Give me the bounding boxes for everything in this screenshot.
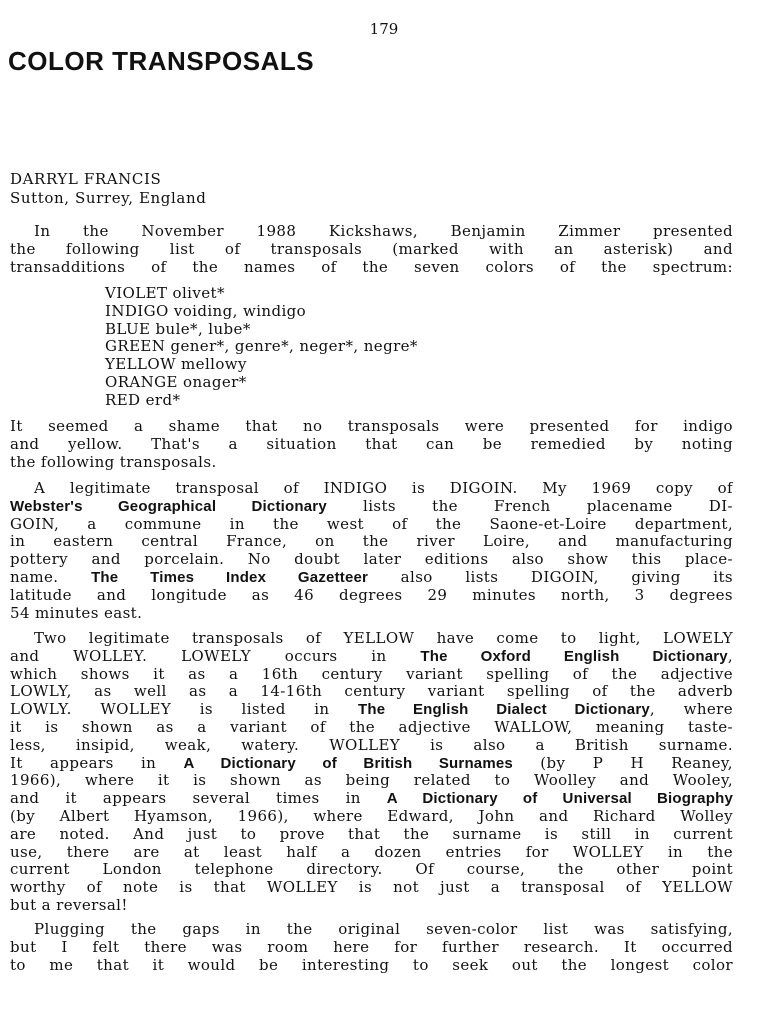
text-line: in eastern central France, on the river Loire, and manufacturing — [10, 533, 733, 551]
text-line: LOWLY, as well as a 14-16th century variant spelling of the adverb — [10, 683, 733, 701]
paragraph-yellow — [10, 630, 733, 915]
book-title: The English Dialect Dictionary — [358, 701, 650, 719]
book-title: A Dictionary of British Surnames — [183, 754, 513, 772]
text-fragment: lists the French placename DI- — [326, 497, 733, 515]
text-line: Two legitimate transposals of YELLOW have come to light, LOWELY — [34, 630, 733, 647]
article-title: COLOR TRANSPOSALS — [8, 46, 315, 76]
text-fragment: (by P H Reaney, — [512, 754, 733, 772]
text-fragment: LOWLY. WOLLEY is listed in — [10, 701, 358, 719]
text-line — [10, 790, 733, 808]
text-line: the following list of transposals (marked with an asterisk) and — [10, 240, 733, 258]
author-block — [10, 170, 206, 208]
text-line: are noted. And just to prove that the surname is still in current — [10, 825, 733, 843]
text-line: it is shown as a variant of the adjective WALLOW, meaning taste- — [10, 718, 733, 736]
list-item: VIOLET olivet* — [105, 284, 225, 302]
text-line: but a reversal! — [10, 896, 128, 914]
text-fragment: also lists DIGOIN, giving its — [368, 568, 733, 586]
text-line: current London telephone directory. Of course, the other point — [10, 861, 733, 879]
text-line: transadditions of the names of the seven colors of the spectrum: — [10, 258, 733, 276]
text-line: (by Albert Hyamson, 1966), where Edward, John and Richard Wolley — [10, 807, 733, 825]
text-line — [10, 498, 733, 516]
text-line: worthy of note is that WOLLEY is not just a transposal of YELLOW — [10, 879, 733, 897]
book-title: A Dictionary of Universal Biography — [386, 790, 733, 808]
book-title: Webster's Geographical Dictionary — [10, 497, 327, 515]
color-transposal-list — [105, 285, 418, 410]
author-name: DARRYL FRANCIS — [10, 170, 162, 188]
text-line: pottery and porcelain. No doubt later editions also show this place- — [10, 551, 733, 569]
paragraph-shame — [10, 418, 733, 471]
text-line: 1966), where it is shown as being related to Woolley and Wooley, — [10, 772, 733, 790]
text-line: the following transposals. — [10, 453, 217, 471]
list-item: INDIGO voiding, windigo — [105, 301, 307, 320]
page-number: 179 — [369, 20, 399, 38]
book-title: The Times Index Gazetteer — [91, 568, 369, 586]
text-fragment: and it appears several times in — [10, 790, 387, 808]
list-item: YELLOW mellowy — [105, 355, 247, 374]
paragraph-intro — [10, 223, 733, 276]
text-line: 54 minutes east. — [10, 604, 143, 622]
text-line: and yellow. That's a situation that can be remedied by noting — [10, 435, 733, 453]
text-line: It seemed a shame that no transposals were presented for indigo — [10, 418, 733, 435]
book-title: The Oxford English Dictionary — [420, 647, 728, 665]
text-line: In the November 1988 Kickshaws, Benjamin Zimmer presented — [34, 223, 733, 240]
text-line: Plugging the gaps in the original seven-color list was satisfying, — [34, 921, 733, 938]
text-line: to me that it would be interesting to seek out the longest color — [10, 956, 733, 974]
list-item: RED erd* — [105, 390, 181, 409]
list-item: ORANGE onager* — [105, 372, 247, 391]
text-line — [10, 701, 733, 719]
text-line: A legitimate transposal of INDIGO is DIGOIN. My 1969 copy of — [34, 480, 733, 497]
text-line: less, insipid, weak, watery. WOLLEY is also a British surname. — [10, 736, 733, 754]
text-line: but I felt there was room here for further research. It occurred — [10, 938, 733, 956]
paragraph-plugging — [10, 921, 733, 974]
text-line: latitude and longitude as 46 degrees 29 minutes north, 3 degrees — [10, 586, 733, 604]
text-fragment: and WOLLEY. LOWELY occurs in — [10, 647, 421, 665]
text-line — [10, 648, 733, 666]
list-item: GREEN gener*, genre*, neger*, negre* — [105, 337, 418, 356]
text-fragment: , where — [649, 701, 733, 719]
text-line: GOIN, a commune in the west of the Saone-et-Loire department, — [10, 515, 733, 533]
text-line: use, there are at least half a dozen entries for WOLLEY in the — [10, 843, 733, 861]
paragraph-indigo — [10, 480, 733, 622]
list-item: BLUE bule*, lube* — [105, 319, 251, 338]
text-fragment: name. — [10, 568, 92, 586]
text-line — [10, 569, 733, 587]
text-line — [10, 755, 733, 773]
text-line: which shows it as a 16th century variant spelling of the adjective — [10, 665, 733, 683]
text-fragment: , — [727, 647, 733, 665]
text-fragment: It appears in — [10, 754, 184, 772]
author-location: Sutton, Surrey, England — [10, 189, 207, 207]
